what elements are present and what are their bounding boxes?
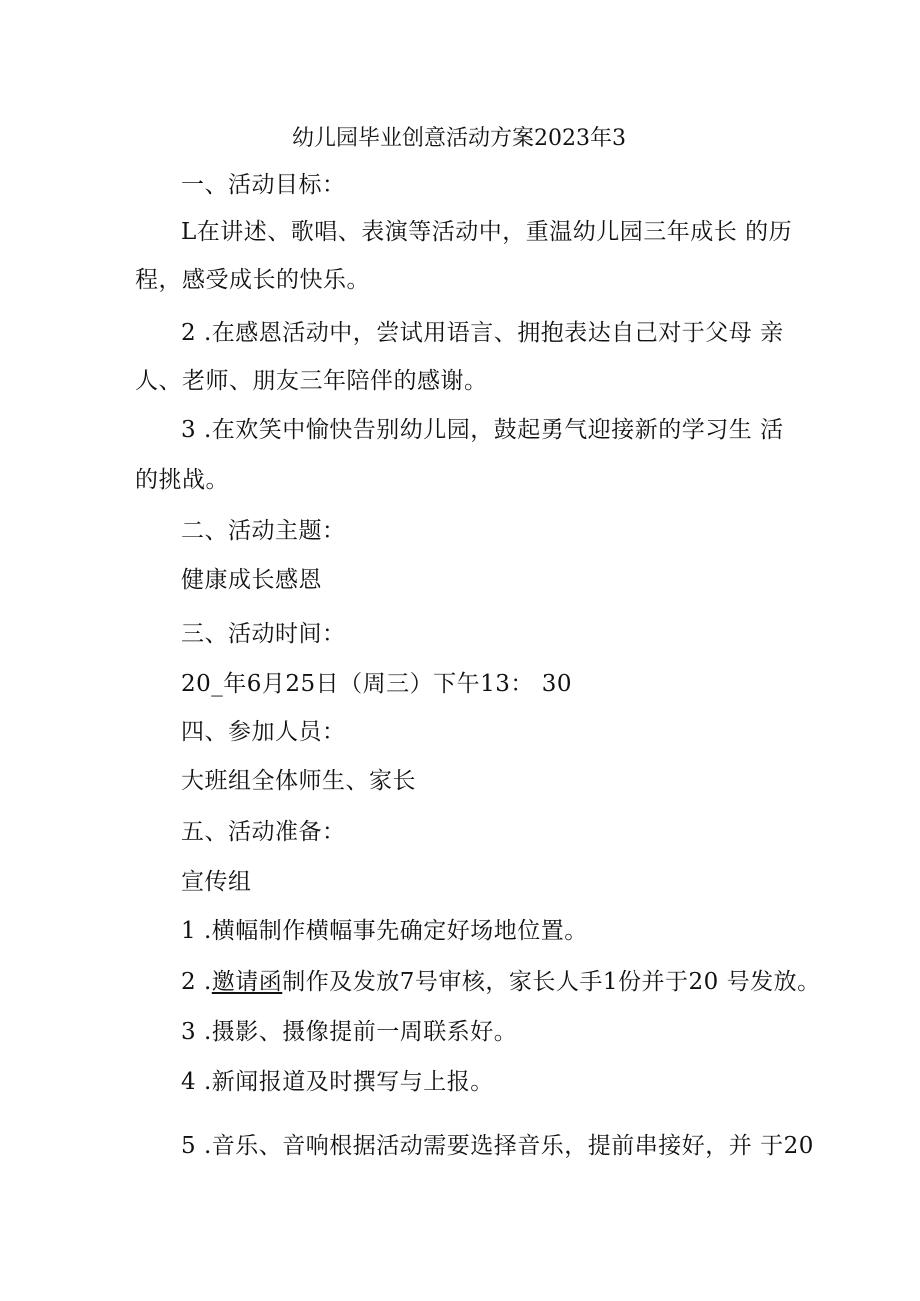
goal-item-3-line-1: 3 .在欢笑中愉快告别幼儿园，鼓起勇气迎接新的学习生 活 (181, 417, 784, 443)
preparation-item-4: 4 .新闻报道及时撰写与上报。 (181, 1069, 494, 1095)
participants-text: 大班组全体师生、家长 (181, 768, 416, 794)
goal-item-1-line-1: L在讲述、歌唱、表演等活动中，重温幼儿园三年成长 的历 (181, 219, 793, 245)
goal-item-2-line-2: 人、老师、朋友三年陪伴的感谢。 (135, 368, 488, 394)
preparation-item-2 (181, 967, 821, 997)
preparation-item-2-prefix: 2 . (181, 969, 212, 995)
goal-item-1-line-2: 程，感受成长的快乐。 (135, 267, 370, 293)
theme-text: 健康成长感恩 (181, 567, 322, 593)
section-heading-goals: 一、活动目标： (181, 172, 346, 198)
goal-item-2-line-1: 2 .在感恩活动中，尝试用语言、拥抱表达自己对于父母 亲 (181, 320, 784, 346)
invitation-underlined: 邀请函 (211, 969, 283, 995)
preparation-item-2-rest: 制作及发放7号审核，家长人手1份并于20 号发放。 (282, 969, 821, 995)
document-title: 幼儿园毕业创意活动方案2023年3 (292, 126, 626, 151)
section-heading-participants: 四、参加人员： (181, 719, 346, 745)
goal-item-3-line-2: 的挑战。 (135, 467, 229, 493)
time-text: 20_年6月25日（周三）下午13： 30 (181, 671, 573, 697)
section-heading-theme: 二、活动主题： (181, 518, 346, 544)
preparation-group: 宣传组 (181, 869, 252, 895)
section-heading-time: 三、活动时间： (181, 621, 346, 647)
preparation-item-1: 1 .横幅制作横幅事先确定好场地位置。 (181, 918, 588, 944)
section-heading-preparation: 五、活动准备： (181, 819, 346, 845)
preparation-item-5: 5 .音乐、音响根据活动需要选择音乐，提前串接好，并 于20 (181, 1133, 814, 1159)
preparation-item-3: 3 .摄影、摄像提前一周联系好。 (181, 1019, 518, 1045)
